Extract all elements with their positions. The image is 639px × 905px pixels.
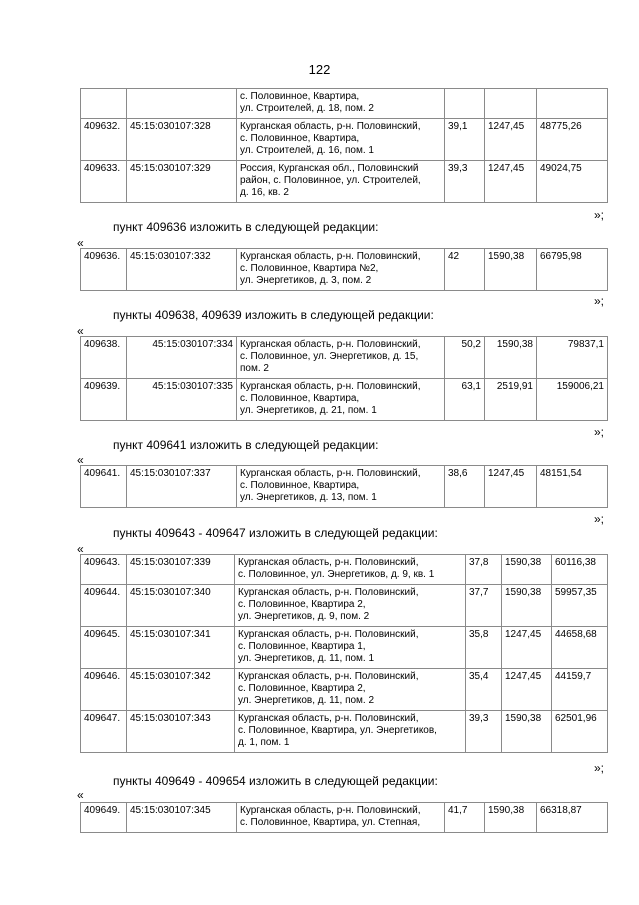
closing-quote: »; <box>594 294 605 308</box>
clause-heading: пункты 409643 - 409647 изложить в следующей редакции: <box>113 526 438 540</box>
value-cell <box>537 89 608 119</box>
rate-cell: 1590,38 <box>485 337 537 379</box>
rate-cell: 1590,38 <box>502 711 552 753</box>
area-cell: 63,1 <box>445 379 485 421</box>
value-cell: 62501,96 <box>552 711 608 753</box>
cadastral-number-cell <box>127 89 237 119</box>
value-cell: 59957,35 <box>552 585 608 627</box>
area-cell: 39,3 <box>445 161 485 203</box>
rate-cell: 1247,45 <box>502 627 552 669</box>
area-cell: 39,1 <box>445 119 485 161</box>
value-cell: 44658,68 <box>552 627 608 669</box>
opening-quote: « <box>77 788 84 802</box>
cadastral-number-cell: 45:15:030107:329 <box>127 161 237 203</box>
rate-cell: 1247,45 <box>502 669 552 711</box>
closing-quote: »; <box>594 761 605 775</box>
address-cell: Курганская область, р-н. Половинский, с. Половинное, Квартира, ул. Строителей, д. 16, пом. 1 <box>237 119 445 161</box>
table-row <box>81 466 608 508</box>
address-cell: Курганская область, р-н. Половинский, с. Половинное, Квартира, ул. Степная, <box>237 803 445 833</box>
address-cell: Курганская область, р-н. Половинский, с. Половинное, Квартира №2, ул. Энергетиков, д. 3, пом. 2 <box>237 249 445 291</box>
register-table <box>80 465 608 508</box>
cadastral-number-cell: 45:15:030107:342 <box>127 669 235 711</box>
rate-cell: 1247,45 <box>485 161 537 203</box>
closing-quote: »; <box>594 208 605 222</box>
area-cell: 50,2 <box>445 337 485 379</box>
table-row <box>81 249 608 291</box>
address-cell: Курганская область, р-н. Половинский, с. Половинное, Квартира, ул. Энергетиков, д. 1, пом. 1 <box>235 711 466 753</box>
cadastral-number-cell: 45:15:030107:328 <box>127 119 237 161</box>
cadastral-number-cell: 45:15:030107:339 <box>127 555 235 585</box>
table-row <box>81 555 608 585</box>
cadastral-number-cell: 45:15:030107:332 <box>127 249 237 291</box>
row-number-cell: 409641. <box>81 466 127 508</box>
cadastral-number-cell: 45:15:030107:343 <box>127 711 235 753</box>
area-cell: 39,3 <box>466 711 502 753</box>
table-row <box>81 161 608 203</box>
value-cell: 60116,38 <box>552 555 608 585</box>
row-number-cell: 409638. <box>81 337 127 379</box>
table-row <box>81 669 608 711</box>
table-row <box>81 585 608 627</box>
address-cell: с. Половинное, Квартира, ул. Строителей, д. 18, пом. 2 <box>237 89 445 119</box>
address-cell: Курганская область, р-н. Половинский, с. Половинное, ул. Энергетиков, д. 15, пом. 2 <box>237 337 445 379</box>
rate-cell: 1247,45 <box>485 466 537 508</box>
clause-heading: пункты 409638, 409639 изложить в следующей редакции: <box>113 308 434 322</box>
opening-quote: « <box>77 324 84 338</box>
rate-cell: 1247,45 <box>485 119 537 161</box>
row-number-cell: 409639. <box>81 379 127 421</box>
cadastral-number-cell: 45:15:030107:341 <box>127 627 235 669</box>
table-row <box>81 337 608 379</box>
value-cell: 66795,98 <box>537 249 608 291</box>
clause-heading: пункт 409641 изложить в следующей редакции: <box>113 438 379 452</box>
page-number: 122 <box>308 62 331 77</box>
value-cell: 48151,54 <box>537 466 608 508</box>
row-number-cell <box>81 89 127 119</box>
area-cell: 41,7 <box>445 803 485 833</box>
cadastral-number-cell: 45:15:030107:334 <box>127 337 237 379</box>
cadastral-number-cell: 45:15:030107:337 <box>127 466 237 508</box>
address-cell: Курганская область, р-н. Половинский, с. Половинное, Квартира 2, ул. Энергетиков, д. 11, пом. 2 <box>235 669 466 711</box>
closing-quote: »; <box>594 425 605 439</box>
table-row <box>81 379 608 421</box>
rate-cell <box>485 89 537 119</box>
area-cell: 38,6 <box>445 466 485 508</box>
area-cell: 42 <box>445 249 485 291</box>
opening-quote: « <box>77 236 84 250</box>
area-cell <box>445 89 485 119</box>
table-row <box>81 803 608 833</box>
table-row <box>81 627 608 669</box>
area-cell: 35,4 <box>466 669 502 711</box>
area-cell: 37,8 <box>466 555 502 585</box>
rate-cell: 1590,38 <box>485 249 537 291</box>
address-cell: Курганская область, р-н. Половинский, с. Половинное, ул. Энергетиков, д. 9, кв. 1 <box>235 555 466 585</box>
row-number-cell: 409646. <box>81 669 127 711</box>
rate-cell: 1590,38 <box>502 585 552 627</box>
row-number-cell: 409636. <box>81 249 127 291</box>
rate-cell: 2519,91 <box>485 379 537 421</box>
row-number-cell: 409649. <box>81 803 127 833</box>
register-table <box>80 248 608 291</box>
area-cell: 35,8 <box>466 627 502 669</box>
row-number-cell: 409645. <box>81 627 127 669</box>
closing-quote: »; <box>594 512 605 526</box>
opening-quote: « <box>77 453 84 467</box>
value-cell: 79837,1 <box>537 337 608 379</box>
register-table <box>80 554 608 753</box>
value-cell: 49024,75 <box>537 161 608 203</box>
table-row <box>81 711 608 753</box>
address-cell: Курганская область, р-н. Половинский, с. Половинное, Квартира, ул. Энергетиков, д. 21, пом. 1 <box>237 379 445 421</box>
row-number-cell: 409647. <box>81 711 127 753</box>
row-number-cell: 409632. <box>81 119 127 161</box>
opening-quote: « <box>77 542 84 556</box>
clause-heading: пункты 409649 - 409654 изложить в следующей редакции: <box>113 774 438 788</box>
value-cell: 48775,26 <box>537 119 608 161</box>
table-row <box>81 119 608 161</box>
address-cell: Курганская область, р-н. Половинский, с. Половинное, Квартира, ул. Энергетиков, д. 13, пом. 1 <box>237 466 445 508</box>
rate-cell: 1590,38 <box>502 555 552 585</box>
row-number-cell: 409633. <box>81 161 127 203</box>
register-table <box>80 336 608 421</box>
register-table <box>80 802 608 833</box>
register-table <box>80 88 608 203</box>
address-cell: Курганская область, р-н. Половинский, с. Половинное, Квартира 1, ул. Энергетиков, д. 11, пом. 1 <box>235 627 466 669</box>
area-cell: 37,7 <box>466 585 502 627</box>
value-cell: 44159,7 <box>552 669 608 711</box>
cadastral-number-cell: 45:15:030107:345 <box>127 803 237 833</box>
cadastral-number-cell: 45:15:030107:340 <box>127 585 235 627</box>
row-number-cell: 409644. <box>81 585 127 627</box>
address-cell: Курганская область, р-н. Половинский, с. Половинное, Квартира 2, ул. Энергетиков, д. 9, пом. 2 <box>235 585 466 627</box>
value-cell: 66318,87 <box>537 803 608 833</box>
cadastral-number-cell: 45:15:030107:335 <box>127 379 237 421</box>
row-number-cell: 409643. <box>81 555 127 585</box>
value-cell: 159006,21 <box>537 379 608 421</box>
clause-heading: пункт 409636 изложить в следующей редакции: <box>113 220 379 234</box>
table-row <box>81 89 608 119</box>
address-cell: Россия, Курганская обл., Половинский район, с. Половинное, ул. Строителей, д. 16, кв. 2 <box>237 161 445 203</box>
rate-cell: 1590,38 <box>485 803 537 833</box>
